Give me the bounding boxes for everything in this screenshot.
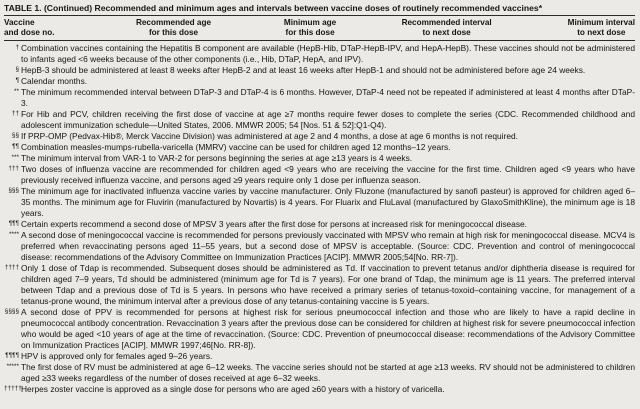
- footnote-text: Herpes zoster vaccine is approved as a single dose for persons who are aged ≥60 years with a history of varicella.: [21, 384, 445, 395]
- column-header-minimum-age: [249, 18, 371, 37]
- footnote-symbol: †: [15, 44, 19, 52]
- footnote-symbol: **: [14, 88, 19, 96]
- footnote: [4, 263, 635, 307]
- footnote-text: Combination measles-mumps-rubella-varicella (MMRV) vaccine can be used for children aged 12 months–12 years.: [21, 142, 451, 153]
- footnote: [4, 230, 635, 263]
- footnote-text: If PRP-OMP (Pedvax-Hib®, Merck Vaccine Division) was administered at age 2 and 4 months, a dose at age 6 months is not required.: [21, 131, 518, 142]
- footnote-text: The first dose of RV must be administered at age 6–12 weeks. The vaccine series should not be started at age ≥13 weeks. RV should not be administered to children aged ≥33 weeks regardless of the number of doses received at age 6–32 weeks.: [21, 362, 635, 384]
- footnote-text: The minimum interval from VAR-1 to VAR-2 for persons beginning the series at age ≥13 years is 4 weeks.: [21, 153, 413, 164]
- footnote-text: HepB-3 should be administered at least 8 weeks after HepB-2 and at least 16 weeks after HepB-1 and should not be administered before age 24 weeks.: [21, 65, 586, 76]
- footnote-symbol: ¶¶¶¶: [5, 352, 19, 360]
- footnote-symbol: §: [15, 66, 19, 74]
- footnote-text: Certain experts recommend a second dose of MPSV 3 years after the first dose for persons at increased risk for meningococcal disease.: [21, 219, 528, 230]
- column-header-vaccine: [4, 18, 55, 37]
- footnote-symbol: §§§§: [4, 308, 19, 316]
- footnote-symbol: ***: [11, 154, 19, 162]
- column-header-line: Minimum age: [283, 18, 337, 27]
- footnote-text: Combination vaccines containing the Hepatitis B component are available (HepB-Hib, DTaP-HepB-IPV, and HepA-HepB). These vaccines should not be administered to infants aged <6 weeks because of the other components (i.e., Hib, DTaP, HepA, and IPV).: [21, 43, 635, 65]
- footnote-symbol: †††: [8, 165, 19, 173]
- column-header-recommended-interval: [371, 18, 522, 37]
- footnote: [4, 307, 635, 351]
- column-header-minimum-interval: [568, 18, 635, 37]
- footnote: [4, 362, 635, 384]
- footnote: [4, 142, 635, 153]
- footnote-symbol: ¶¶: [12, 143, 19, 151]
- footnote-text: Two doses of influenza vaccine are recommended for children aged <9 years who are receiving the vaccine for the first time. Children aged <9 years who have previously received influenza vaccine, and persons aged ≥9 years require only 1 dose per influenza season.: [21, 164, 635, 186]
- footnote-text: Calendar months.: [21, 76, 88, 87]
- column-header-line: Minimum interval: [567, 18, 635, 27]
- footnote-symbol: ****: [9, 231, 19, 239]
- footnote-symbol: ††††: [4, 264, 19, 272]
- footnote-symbol: †††††: [4, 385, 22, 393]
- footnote-text: A second dose of PPV is recommended for persons at highest risk for serious pneumococcal infection and those who are likely to have a rapid decline in pneumococcal antibody concentration. Revaccination 3 years after the previous dose can be considered for children at highest risk for severe pneumococcal infection who would be aged <10 years of age at the time of revaccination. (Source: CDC. Prevention of pneumococcal disease: recommendations of the Advisory Committee on Immunization Practices [ACIP]. MMWR 1997;46[No. RR-8]).: [21, 307, 635, 351]
- footnotes-section: [4, 43, 635, 395]
- footnote: [4, 186, 635, 219]
- column-header-line: Recommended age: [135, 18, 212, 27]
- table-title: TABLE 1. (Continued) Recommended and minimum ages and intervals between vaccine doses of routinely recommended vaccines*: [4, 3, 543, 13]
- footnote-symbol: §§: [11, 132, 19, 140]
- footnote: [4, 131, 635, 142]
- column-header-line: to next dose: [422, 27, 471, 37]
- footnote: [4, 164, 635, 186]
- footnote-symbol: ††: [11, 110, 19, 118]
- column-header-line: Recommended interval: [401, 18, 492, 27]
- footnote: [4, 65, 635, 76]
- column-header-line: and dose no.: [4, 27, 55, 37]
- footnote-text: For Hib and PCV, children receiving the first dose of vaccine at age ≥7 months require fewer doses to complete the series (CDC. Recommended childhood and adolescent immunization schedule—United States, 2006. MMWR 2005; 54 [Nos. 51 & 52]:Q1-Q4).: [21, 109, 635, 131]
- footnote-symbol: ¶: [15, 77, 19, 85]
- footnote-symbol: §§§: [8, 187, 19, 195]
- footnote-text: The minimum age for inactivated influenza vaccine varies by vaccine manufacturer. Only Fluzone (manufactured by sanofi pasteur) is approved for children aged 6–35 months. The minimum age for Fluvirin (manufactured by Novartis) is 4 years. For Fluarix and FluLaval (manufactured by GlaxoSmithKline), the minimum age is 18 years.: [21, 186, 635, 219]
- footnote-text: A second dose of meningococcal vaccine is recommended for persons previously vaccinated with MPSV who remain at high risk for meningococcal disease. MCV4 is preferred when revaccinating persons aged 11–55 years, but a second dose of MPSV is acceptable. (Source: CDC. Prevention and control of meningococcal disease: recommendations of the Advisory Committee on Immunization Practices [ACIP]. MMWR 2005;54[No. RR-7]).: [21, 230, 635, 263]
- column-header-line: Vaccine: [4, 18, 35, 27]
- footnote-text: Only 1 dose of Tdap is recommended. Subsequent doses should be administered as Td. If vaccination to prevent tetanus and/or diphtheria disease is required for children aged 7–9 years, Td should be administered (minimum age for Td is 7 years). For one brand of Tdap, the minimum age is 11 years. The preferred interval between Tdap and a previous dose of Td is 5 years. In persons who have received a primary series of tetanus-toxoid–containing vaccine, for management of a tetanus-prone wound, the minimum interval after a previous dose of any tetanus-containing vaccine is 5 years.: [21, 263, 635, 307]
- footnote-symbol: *****: [6, 363, 19, 371]
- footnote: [4, 384, 635, 395]
- footnote: [4, 109, 635, 131]
- footnote-symbol: ¶¶¶: [8, 220, 19, 228]
- column-header-line: to next dose: [577, 27, 626, 37]
- column-header-line: for this dose: [148, 27, 199, 37]
- table-header-row: [4, 15, 635, 41]
- footnote-text: HPV is approved only for females aged 9–26 years.: [21, 351, 213, 362]
- footnote: [4, 87, 635, 109]
- footnote: [4, 351, 635, 362]
- footnote-text: The minimum recommended interval between DTaP-3 and DTaP-4 is 6 months. However, DTaP-4 need not be repeated if administered at least 4 months after DTaP-3.: [21, 87, 635, 109]
- footnote: [4, 153, 635, 164]
- column-header-line: for this dose: [285, 27, 335, 37]
- footnote: [4, 76, 635, 87]
- column-header-recommended-age: [98, 18, 249, 37]
- footnote: [4, 43, 635, 65]
- footnote: [4, 219, 635, 230]
